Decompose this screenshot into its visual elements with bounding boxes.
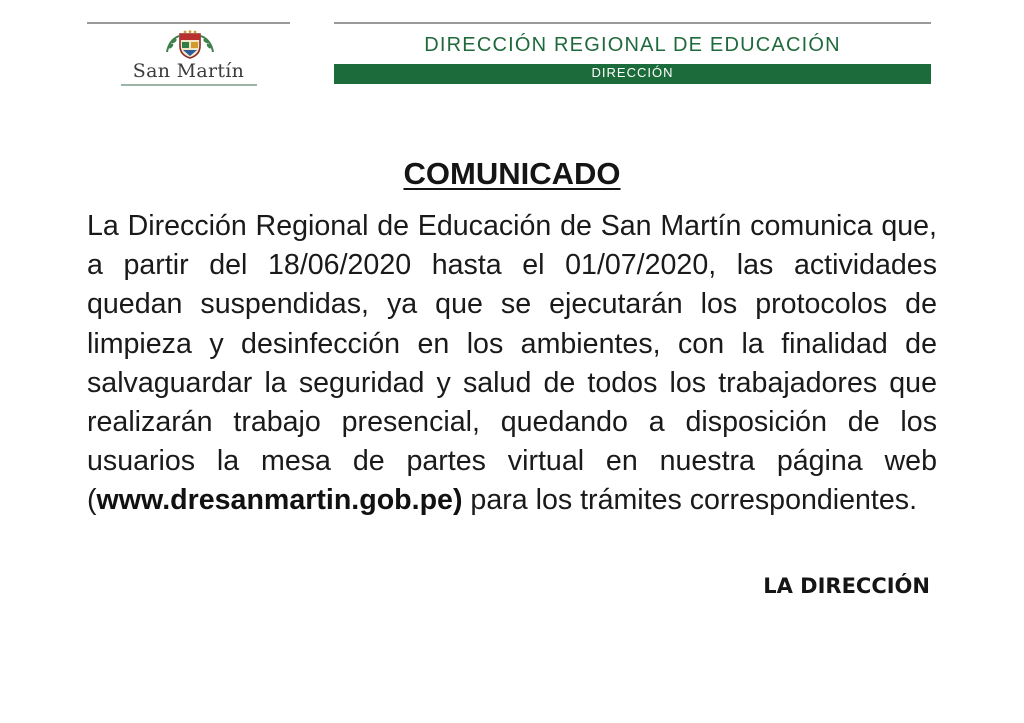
notice-body-end: para los trámites correspondientes. <box>462 484 918 517</box>
institution-header <box>334 22 931 84</box>
regional-crest-icon <box>163 30 217 60</box>
institution-subtitle: DIRECCIÓN <box>591 65 674 80</box>
signature: LA DIRECCIÓN <box>763 574 930 598</box>
regional-logo <box>87 22 290 92</box>
institution-title: DIRECCIÓN REGIONAL DE EDUCACIÓN <box>424 34 841 56</box>
website-link[interactable]: www.dresanmartin.gob.pe) <box>96 484 463 517</box>
notice-body <box>87 207 937 521</box>
institution-top-rule <box>334 22 931 24</box>
notice-heading: COMUNICADO <box>403 156 621 191</box>
logo-top-rule <box>87 22 290 24</box>
logo-underline <box>121 84 257 86</box>
notice-body-text: La Dirección Regional de Educación de San Martín comunica que, a partir del 18/06/2020 hasta el 01/07/2020, las actividades quedan suspendidas, ya que se ejecutarán los protocolos de limpieza y desinfección en los ambientes, con la finalidad de salvaguardar la seguridad y salud de todos los trabajadores que realizarán trabajo presencial, quedando a disposición de los usuarios la mesa de partes virtual en nuestra página web ( <box>87 210 937 517</box>
logo-name: San Martín <box>132 60 245 82</box>
